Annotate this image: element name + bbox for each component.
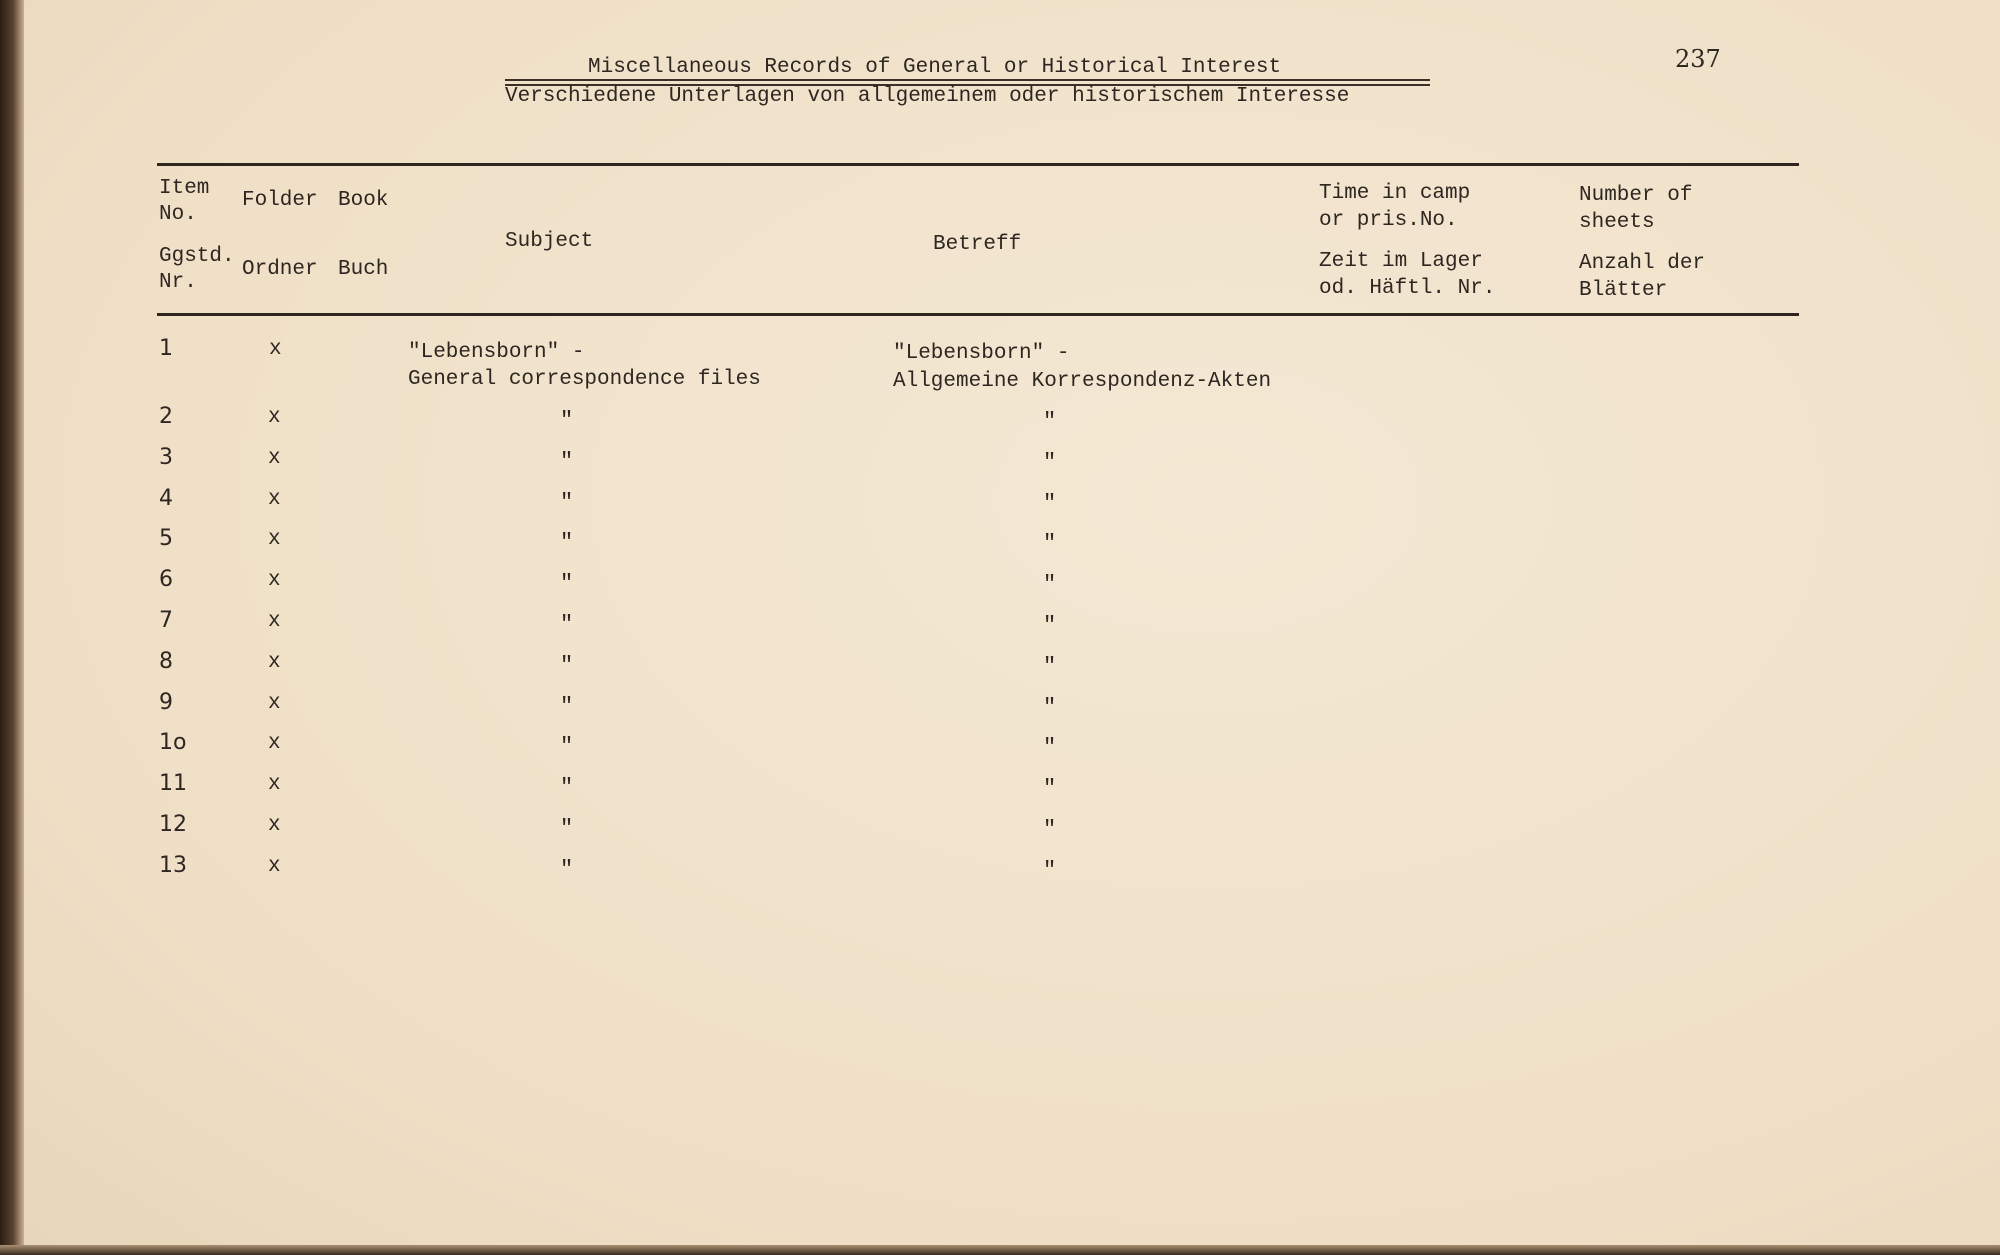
row-item-number: 5	[159, 526, 173, 552]
header-time-en-2: or pris.No.	[1319, 209, 1458, 232]
header-item-en: Item	[159, 177, 210, 200]
row-subject-ditto: "	[560, 816, 574, 841]
title-english: Miscellaneous Records of General or Historical Interest	[588, 56, 1282, 79]
row-betreff-ditto: "	[1043, 572, 1057, 598]
header-sheets-en-1: Number of	[1579, 184, 1693, 207]
row-betreff-ditto: "	[1043, 490, 1057, 516]
row-betreff-line2: Allgemeine Korrespondenz-Akten	[893, 370, 1272, 393]
row-subject-ditto: "	[560, 612, 574, 637]
row-betreff-ditto: "	[1043, 613, 1057, 638]
row-folder-mark: x	[268, 854, 281, 878]
row-folder-mark: x	[268, 528, 281, 552]
row-subject-ditto: "	[560, 693, 574, 719]
row-subject-ditto: "	[560, 652, 574, 678]
header-time-de-1: Zeit im Lager	[1319, 250, 1483, 273]
row-item-number: 1o	[159, 730, 187, 756]
header-sheets-de-1: Anzahl der	[1579, 252, 1706, 275]
row-subject-ditto: "	[560, 448, 574, 474]
row-subject-ditto: "	[560, 489, 574, 515]
title-german: Verschiedene Unterlagen von allgemeinem oder historischem Interesse	[505, 85, 1350, 108]
row-folder-mark: x	[268, 650, 281, 674]
header-book-de: Buch	[338, 258, 389, 281]
row-betreff-ditto: "	[1043, 449, 1057, 475]
header-item-de: Ggstd.	[159, 245, 235, 268]
row-item-number: 6	[159, 567, 173, 593]
row-item-number: 1	[159, 336, 173, 361]
row-subject-line2: General correspondence files	[408, 368, 761, 391]
header-subject: Subject	[505, 230, 594, 253]
row-betreff-ditto: "	[1043, 694, 1057, 720]
row-subject-ditto: "	[560, 571, 574, 597]
row-folder-mark: x	[268, 487, 281, 511]
row-folder-mark: x	[268, 446, 281, 470]
row-betreff-ditto: "	[1043, 776, 1057, 802]
row-betreff-ditto: "	[1043, 409, 1057, 434]
row-betreff-ditto: "	[1043, 653, 1057, 679]
header-bottom-rule	[157, 313, 1799, 316]
header-item-nr: Nr.	[159, 271, 197, 294]
row-folder-mark: x	[268, 814, 281, 837]
row-subject-line1: "Lebensborn" -	[408, 341, 585, 364]
row-folder-mark: x	[268, 610, 281, 633]
row-folder-mark: x	[268, 691, 281, 715]
header-top-rule	[157, 163, 1799, 166]
row-subject-ditto: "	[560, 530, 574, 556]
row-item-number: 2	[159, 404, 173, 429]
header-book-en: Book	[338, 189, 389, 212]
row-item-number: 13	[159, 852, 187, 878]
row-subject-ditto: "	[560, 408, 574, 433]
row-item-number: 8	[159, 648, 173, 674]
row-item-number: 7	[159, 608, 173, 633]
row-subject-ditto: "	[560, 775, 574, 801]
row-subject-ditto: "	[560, 734, 574, 760]
header-betreff: Betreff	[933, 233, 1022, 256]
row-item-number: 9	[159, 689, 173, 715]
row-folder-mark: x	[268, 732, 281, 756]
row-betreff-ditto: "	[1043, 735, 1057, 761]
header-folder-de: Ordner	[242, 258, 318, 281]
header-time-en-1: Time in camp	[1319, 182, 1471, 205]
header-folder-en: Folder	[242, 189, 318, 212]
row-folder-mark: x	[268, 569, 281, 593]
row-item-number: 11	[159, 771, 187, 797]
row-betreff-ditto: "	[1043, 857, 1057, 883]
header-time-de-2: od. Häftl. Nr.	[1319, 277, 1496, 300]
row-betreff-ditto: "	[1043, 531, 1057, 557]
row-betreff-line1: "Lebensborn" -	[893, 342, 1070, 365]
header-item-no: No.	[159, 203, 197, 226]
row-item-number: 3	[159, 444, 173, 470]
row-item-number: 12	[159, 812, 187, 837]
row-folder-mark: x	[268, 773, 281, 797]
row-betreff-ditto: "	[1043, 817, 1057, 842]
row-folder-mark: x	[268, 406, 281, 429]
header-sheets-en-2: sheets	[1579, 211, 1655, 234]
book-binding	[0, 0, 24, 1255]
page-bottom-edge	[0, 1245, 2000, 1255]
row-subject-ditto: "	[560, 856, 574, 882]
row-item-number: 4	[159, 485, 173, 511]
page-number: 237	[1675, 45, 1721, 73]
row-folder-mark: x	[269, 338, 282, 361]
header-sheets-de-2: Blätter	[1579, 279, 1668, 302]
title-underline	[505, 79, 1430, 81]
